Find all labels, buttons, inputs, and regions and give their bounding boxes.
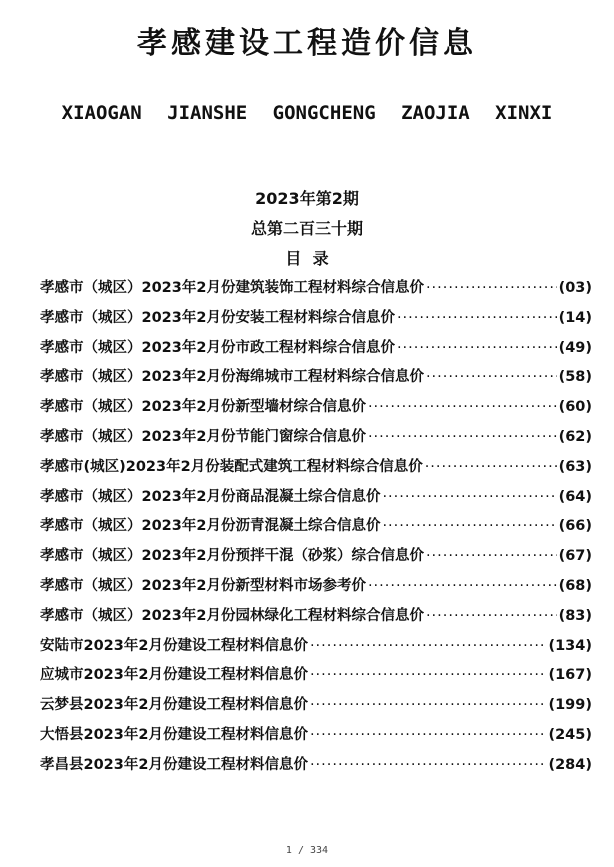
toc-entry-page: (68) <box>558 577 592 594</box>
document-subtitle: XIAOGAN JIANSHE GONGCHENG ZAOJIA XINXI <box>61 102 553 124</box>
toc-entry-page: (245) <box>548 726 592 743</box>
dot-leader <box>310 667 547 683</box>
dot-leader <box>426 548 557 564</box>
toc-entry[interactable] <box>40 336 592 366</box>
toc-entry[interactable] <box>40 753 592 783</box>
toc-entry[interactable] <box>40 723 592 753</box>
toc-entry[interactable] <box>40 455 592 485</box>
dot-leader <box>426 608 557 624</box>
dot-leader <box>382 518 556 534</box>
toc-entry-page: (14) <box>558 309 592 326</box>
page-indicator: 1 / 334 <box>285 845 329 856</box>
toc-heading: 目 录 <box>285 249 329 268</box>
toc-entry[interactable] <box>40 544 592 574</box>
dot-leader <box>368 429 557 445</box>
toc-entry-title: 孝感市（城区）2023年2月份节能门窗综合信息价 <box>40 428 366 445</box>
toc-entry[interactable] <box>40 395 592 425</box>
issue-number: 2023年第2期 <box>255 189 359 208</box>
dot-leader <box>368 578 557 594</box>
toc-entry-page: (03) <box>558 280 592 296</box>
total-issue-number: 总第二百三十期 <box>250 219 363 238</box>
toc-entry-title: 孝感市（城区）2023年2月份海绵城市工程材料综合信息价 <box>40 369 424 386</box>
toc-entry-title: 孝感市（城区）2023年2月份新型墙材综合信息价 <box>40 399 366 416</box>
toc-entry[interactable] <box>40 514 592 544</box>
toc-entry-page: (167) <box>548 667 592 684</box>
toc-entry-title: 孝感市（城区）2023年2月份商品混凝土综合信息价 <box>40 488 381 505</box>
dot-leader <box>310 727 547 743</box>
toc-entry-title: 安陆市2023年2月份建设工程材料信息价 <box>40 637 308 654</box>
toc-entry-page: (63) <box>558 458 592 475</box>
toc-entry-page: (58) <box>558 369 592 386</box>
dot-leader <box>382 489 556 505</box>
table-of-contents <box>40 276 592 783</box>
dot-leader <box>426 280 557 296</box>
toc-entry-title: 孝昌县2023年2月份建设工程材料信息价 <box>40 756 308 773</box>
toc-entry-title: 孝感市（城区）2023年2月份市政工程材料综合信息价 <box>40 339 395 356</box>
toc-entry-title: 孝感市（城区）2023年2月份园林绿化工程材料综合信息价 <box>40 607 424 624</box>
dot-leader <box>310 638 547 654</box>
toc-entry[interactable] <box>40 276 592 306</box>
toc-entry[interactable] <box>40 693 592 723</box>
toc-entry[interactable] <box>40 604 592 634</box>
toc-entry-page: (49) <box>558 339 592 356</box>
toc-entry-title: 孝感市（城区）2023年2月份建筑装饰工程材料综合信息价 <box>40 280 424 296</box>
toc-entry-title: 孝感市（城区）2023年2月份预拌干混（砂浆）综合信息价 <box>40 548 424 565</box>
toc-entry[interactable] <box>40 306 592 336</box>
dot-leader <box>397 340 557 356</box>
toc-entry-page: (62) <box>558 428 592 445</box>
toc-entry-title: 孝感市（城区）2023年2月份安装工程材料综合信息价 <box>40 309 395 326</box>
toc-entry-page: (134) <box>548 637 592 654</box>
toc-entry-page: (83) <box>558 607 592 624</box>
toc-entry-page: (60) <box>558 399 592 416</box>
toc-entry[interactable] <box>40 365 592 395</box>
dot-leader <box>310 697 547 713</box>
dot-leader <box>426 369 557 385</box>
toc-entry-title: 孝感市（城区）2023年2月份新型材料市场参考价 <box>40 577 366 594</box>
toc-entry-title: 云梦县2023年2月份建设工程材料信息价 <box>40 697 308 714</box>
toc-entry[interactable] <box>40 485 592 515</box>
toc-entry-page: (66) <box>558 518 592 535</box>
toc-entry[interactable] <box>40 574 592 604</box>
dot-leader <box>425 459 557 475</box>
dot-leader <box>397 310 557 326</box>
dot-leader <box>368 399 557 415</box>
document-title: 孝感建设工程造价信息 <box>137 26 477 61</box>
toc-entry-page: (284) <box>548 756 592 773</box>
dot-leader <box>310 757 547 773</box>
toc-entry[interactable] <box>40 663 592 693</box>
toc-entry-title: 孝感市（城区）2023年2月份沥青混凝土综合信息价 <box>40 518 381 535</box>
toc-entry-title: 大悟县2023年2月份建设工程材料信息价 <box>40 726 308 743</box>
toc-entry[interactable] <box>40 634 592 664</box>
toc-entry-title: 应城市2023年2月份建设工程材料信息价 <box>40 667 308 684</box>
toc-entry-page: (199) <box>548 697 592 714</box>
toc-entry-title: 孝感市(城区)2023年2月份装配式建筑工程材料综合信息价 <box>40 458 423 475</box>
toc-entry[interactable] <box>40 425 592 455</box>
toc-entry-page: (67) <box>558 548 592 565</box>
toc-entry-page: (64) <box>558 488 592 505</box>
